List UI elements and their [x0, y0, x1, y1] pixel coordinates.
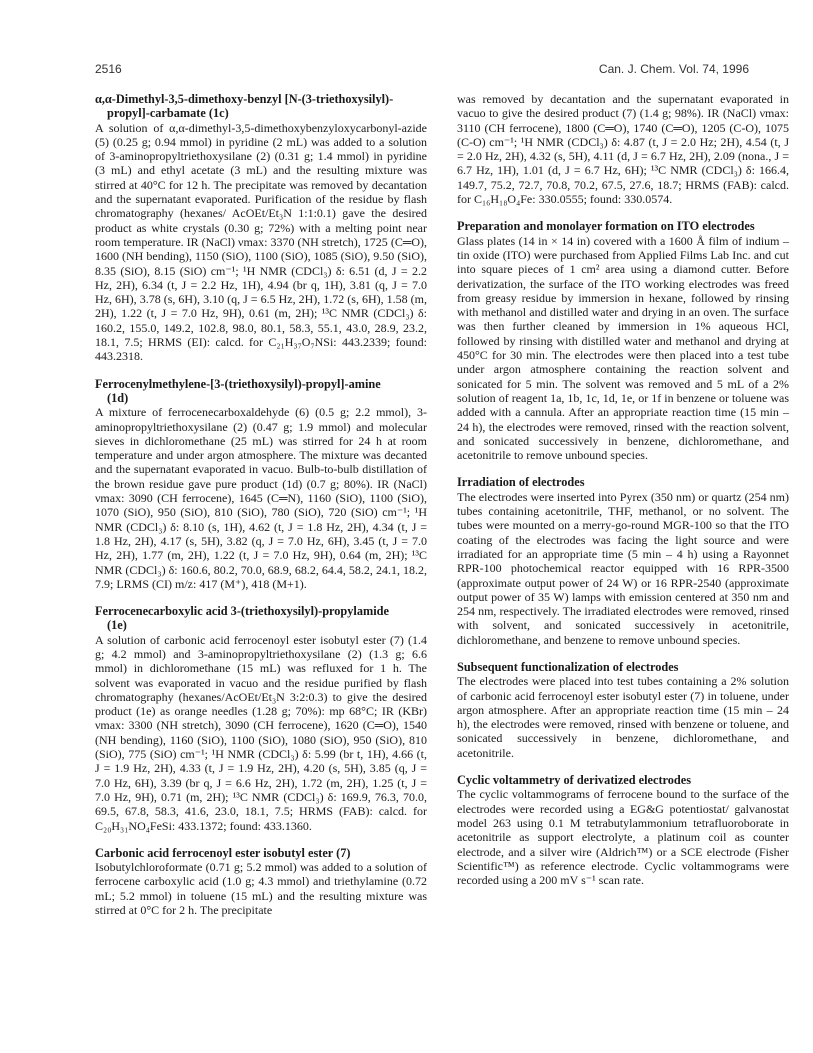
section-body: A solution of carbonic acid ferrocenoyl ester isobutyl ester (7) (1.4 g; 4.2 mmol) and 3-aminopropyltriethoxysilane (2) (1.3 g; 6.6 mmol) in dichloromethane (15 mL) was refluxed for 1 h. The solvent was evaporated in vacuo and the residue purified by flash chromatography (hexanes/AcOEt/Et₃N 3:2:0.3) to give the desired product (1e) as orange needles (1.28 g; 70%): mp 68°C; IR (KBr) νmax: 3300 (NH stretch), 3090 (CH ferrocene), 1620 (C═O), 1540 (NH bending), 1160 (SiO), 1100 (SiO), 1080 (SiO), 950 (SiO), 810 (SiO), 775 (SiO) cm⁻¹; ¹H NMR (CDCl₃) δ: 5.99 (br t, 1H), 4.66 (t, J = 1.9 Hz, 2H), 4.33 (t, J = 1.9 Hz, 2H), 4.20 (s, 5H), 3.85 (q, J = 7.0 Hz, 6H), 3.39 (br q, J = 6.6 Hz, 2H), 1.72 (m, 2H), 1.25 (t, J = 7.0 Hz, 9H), 0.71 (m, 2H); ¹³C NMR (CDCl₃) δ: 169.9, 76.3, 70.0, 69.5, 67.8, 58.3, 41.6, 23.0, 18.1, 7.5; HRMS (FAB): calcd. for C₂₀H₃₁NO₄FeSi: 433.1372; found: 433.1360. [95, 632, 427, 833]
right-column [457, 92, 789, 900]
section-7-continued [457, 92, 789, 206]
section-heading: Ferrocenecarboxylic acid 3-(triethoxysilyl)-propylamide (1e) [95, 604, 389, 633]
journal-citation: Can. J. Chem. Vol. 74, 1996 [598, 62, 749, 76]
section-heading: α,α-Dimethyl-3,5-dimethoxy-benzyl [N-(3-triethoxysilyl)- propyl]-carbamate (1c) [95, 92, 394, 121]
section-heading: Irradiation of electrodes [457, 475, 585, 490]
section-body: A solution of α,α-dimethyl-3,5-dimethoxybenzyloxycarbonyl-azide (5) (0.25 g; 0.94 mmol) in pyridine (2 mL) was added to a solution of 3-aminopropyltriethoxysilane (2) (0.31 g; 1.4 mmol) in pyridine (3 mL) and ethyl acetate (3 mL) and the resulting mixture was stirred at 40°C for 12 h. The precipitate was removed by decantation and the supernatant evaporated. Purification of the residue by flash chromatography (hexanes/ AcOEt/Et₃N 1:1:0.1) gave the desired product as white crystals (0.30 g; 72%) with a melting point near room temperature. IR (NaCl) νmax: 3370 (NH stretch), 1725 (C═O), 1600 (NH bending), 1150 (SiO), 1100 (SiO), 1085 (SiO), 9.50 (SiO), 8.35 (SiO), 8.15 (SiO) cm⁻¹; ¹H NMR (CDCl₃) δ: 6.51 (d, J = 2.2 Hz, 2H), 6.34 (t, J = 2.2 Hz, 1H), 4.94 (br q, 1H), 3.81 (q, J = 7.0 Hz, 6H), 3.78 (s, 6H), 3.10 (q, J = 6.5 Hz, 2H), 1.72 (s, 6H), 1.58 (m, 2H), 1.22 (t, J = 7.0 Hz, 9H), 0.61 (m, 2H); ¹³C NMR (CDCl₃) δ: 160.2, 155.0, 149.2, 102.8, 98.0, 80.1, 58.3, 55.1, 43.0, 28.9, 23.2, 18.1, 7.5; HRMS (EI): calcd. for C₂₁H₃₇O₇NSi: 443.2339; found: 443.2318. [95, 120, 427, 364]
section-irradiation [457, 475, 789, 647]
section-cyclic-voltammetry [457, 773, 789, 887]
section-body: was removed by decantation and the supernatant evaporated in vacuo to give the desired product (7) (1.4 g; 98%). IR (NaCl) νmax: 3110 (CH ferrocene), 1800 (C═O), 1740 (C═O), 1205 (C-O), 1075 (C-O) cm⁻¹; ¹H NMR (CDCl₃) δ: 4.87 (t, J = 2.0 Hz; 2H), 4.54 (t, J = 2.0 Hz, 2H), 4.32 (s, 5H), 4.11 (d, J = 6.7 Hz, 2H), 2.09 (nona., J = 6.7 Hz, 1H), 1.01 (d, J = 6.7 Hz, 6H); ¹³C NMR (CDCl₃) δ: 166.4, 149.7, 75.2, 72.7, 70.8, 70.2, 67.5, 27.6, 18.7; HRMS (FAB): calcd. for C₁₆H₁₈O₄Fe: 330.0555; found: 330.0574. [457, 92, 789, 207]
section-heading: Preparation and monolayer formation on ITO electrodes [457, 219, 755, 234]
section-ito-preparation [457, 219, 789, 462]
section-body: Isobutylchloroformate (0.71 g; 5.2 mmol) was added to a solution of ferrocene carboxylic acid (1.0 g; 4.3 mmol) and triethylamine (0.72 mL; 5.2 mmol) in toluene (15 mL) and the resulting mixture was stirred at 0°C for 2 h. The precipitate [95, 860, 427, 918]
section-1e [95, 604, 427, 833]
left-column [95, 92, 427, 930]
section-heading: Cyclic voltammetry of derivatized electrodes [457, 773, 692, 788]
section-heading: Ferrocenylmethylene-[3-(triethoxysilyl)-propyl]-amine (1d) [95, 376, 381, 405]
section-body: The cyclic voltammograms of ferrocene bound to the surface of the electrodes were recorded using a EG&G potentiostat/ galvanostat model 263 using 0.1 M tetrabutylammonium tetrafluoroborate in acetonitrile as support electrolyte, a platinum coil as counter electrode, and a silver wire (Aldrich™) or a SCE electrode (Fisher Scientific™) as reference electrode. Cyclic voltammograms were recorded using a 200 mV s⁻¹ scan rate. [457, 787, 789, 888]
section-body: Glass plates (14 in × 14 in) covered with a 1600 Å film of indium – tin oxide (ITO) were purchased from Applied Films Lab Inc. and cut into square pieces of 1 cm² area using a diamond cutter. Before derivatization, the surface of the ITO working electrodes was freed from greasy residue by immersion in hexane, followed by rinsing with methanol and distilled water and drying in an oven. The surface was then further cleaned by immersion in 1% aqueous HCl, followed by rinsing with distilled water and methanol and drying at 450°C for 30 min. The electrodes were then placed into a test tube under argon atmosphere containing the reaction solvent and sonicated for 5 min. The solvent was removed and 5 mL of a 2% solution of reagent 1a, 1b, 1c, 1d, 1e, or 1f in benzene or toluene was added with a cannula. After an appropriate reaction time (15 min – 24 h), the electrodes were removed, rinsed with the reaction solvent, and sonicated successively in benzene, dichloromethane, and acetonitrile to remove unbound species. [457, 233, 789, 463]
page-number: 2516 [95, 62, 122, 76]
section-7 [95, 846, 427, 917]
section-heading: Carbonic acid ferrocenoyl ester isobutyl ester (7) [95, 845, 351, 860]
section-body: A mixture of ferrocenecarboxaldehyde (6) (0.5 g; 2.2 mmol), 3-aminopropyltriethoxysilane (2) (0.47 g; 1.9 mmol) and molecular sieves in dichloromethane (25 mL) was stirred for 24 h at room temperature and under argon atmosphere. The mixture was decanted and the supernatant evaporated in vacuo. Bulb-to-bulb distillation of the brown residue gave pure product (1d) (0.7 g; 80%). IR (NaCl) νmax: 3090 (CH ferrocene), 1645 (C═N), 1160 (SiO), 1100 (SiO), 1070 (SiO), 950 (SiO), 810 (SiO), 780 (SiO), 720 (SiO) cm⁻¹; ¹H NMR (CDCl₃) δ: 8.10 (s, 1H), 4.62 (t, J = 1.8 Hz, 2H), 4.34 (t, J = 1.8 Hz, 2H), 4.17 (s, 5H), 3.82 (q, J = 7.0 Hz, 6H), 3.45 (t, J = 7.0 Hz, 2H), 1.77 (m, 2H), 1.22 (t, J = 7.0 Hz, 9H), 0.64 (m, 2H); ¹³C NMR (CDCl₃) δ: 160.6, 80.2, 70.0, 68.9, 68.2, 64.4, 58.2, 24.1, 18.2, 7.9; LRMS (CI) m/z: 417 (M⁺), 418 (M+1). [95, 405, 427, 591]
section-1d [95, 377, 427, 591]
section-body: The electrodes were placed into test tubes containing a 2% solution of carbonic acid ferrocenoyl ester isobutyl ester (7) in toluene, under argon atmosphere. After an appropriate reaction time (15 min – 24 h), the electrodes were removed, rinsed with benzene or toluene, and sonicated successively in benzene, dichloromethane, and acetonitrile. [457, 674, 789, 760]
section-heading: Subsequent functionalization of electrodes [457, 659, 679, 674]
section-1c [95, 92, 427, 364]
section-body: The electrodes were inserted into Pyrex (350 nm) or quartz (254 nm) tubes containing acetonitrile, THF, methanol, or no solvent. The tubes were mounted on a merry-go-round MGR-100 so that the ITO coating of the electrodes was facing the light source and were irradiated for an appropriate time (5 min – 4 h) using a Rayonnet RPR-100 photochemical reactor equipped with 16 RPR-3500 (approximate output power of 24 W) or 16 RPR-2540 (approximate output power of 35 W) lamps with emission centered at 350 nm and 254 nm, respectively. The irradiated electrodes were removed, rinsed with solvent, and sonicated successively in acetonitrile, dichloromethane, and benzene to remove unbound species. [457, 489, 789, 647]
section-functionalization [457, 660, 789, 760]
